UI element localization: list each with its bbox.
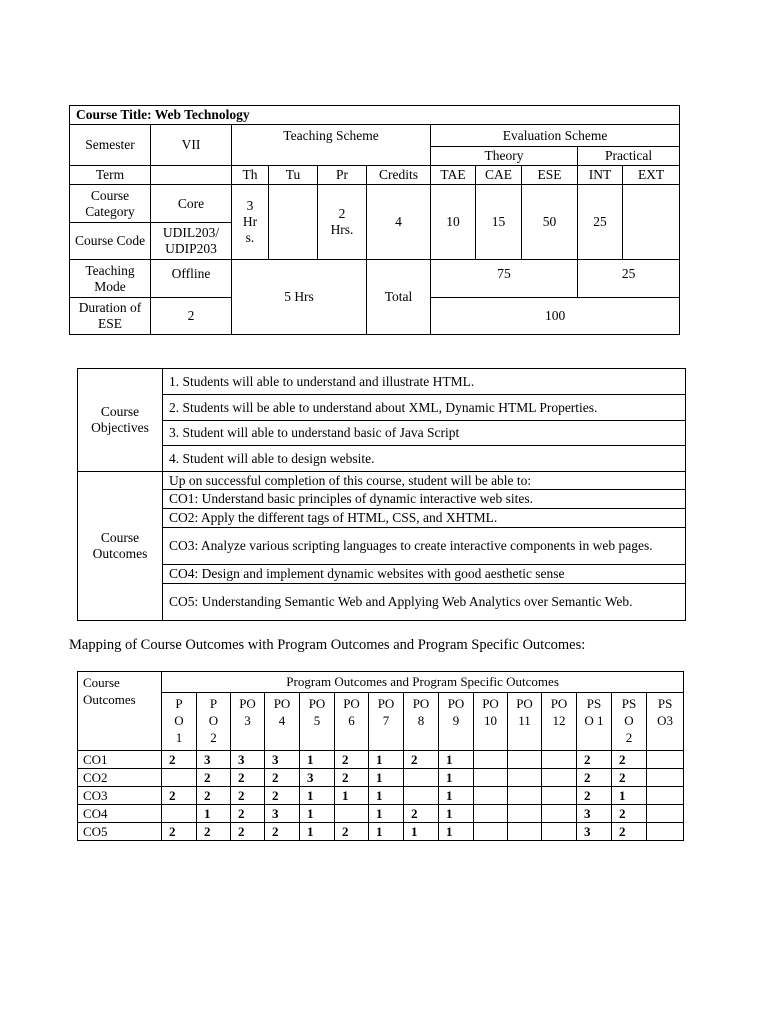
mapping-value-cell: 3 <box>265 751 300 769</box>
table-row <box>78 805 684 823</box>
mapping-header-cell: PS O 2 <box>612 693 647 751</box>
outcome-item: CO3: Analyze various scripting languages to create interactive components in web pages. <box>163 528 686 565</box>
mapping-value-cell: 2 <box>162 751 197 769</box>
credits-header: Credits <box>367 166 431 185</box>
ese-header: ESE <box>522 166 578 185</box>
mapping-value-cell: 2 <box>162 823 197 841</box>
mapping-value-cell <box>508 805 542 823</box>
mapping-value-cell <box>508 823 542 841</box>
mapping-value-cell <box>647 751 684 769</box>
objective-item: 3. Student will able to understand basic of Java Script <box>163 421 686 446</box>
mapping-value-cell: 1 <box>404 823 439 841</box>
mapping-value-cell: 3 <box>197 751 231 769</box>
mapping-value-cell: 2 <box>265 823 300 841</box>
pr-header: Pr <box>318 166 367 185</box>
mapping-value-cell: 2 <box>265 769 300 787</box>
tae-header: TAE <box>431 166 476 185</box>
mapping-value-cell: 1 <box>439 751 474 769</box>
grand-total: 100 <box>431 298 680 335</box>
mapping-value-cell: 3 <box>577 805 612 823</box>
total-label: Total <box>367 260 431 335</box>
mapping-header-cell: P O 2 <box>197 693 231 751</box>
ext-header: EXT <box>623 166 680 185</box>
mapping-value-cell: 1 <box>369 769 404 787</box>
code-label: Course Code <box>70 223 151 260</box>
credits-value: 4 <box>367 185 431 260</box>
table-row <box>78 769 684 787</box>
mapping-value-cell: 2 <box>197 787 231 805</box>
outcome-item: CO2: Apply the different tags of HTML, CSS, and XHTML. <box>163 509 686 528</box>
mapping-value-cell <box>335 805 369 823</box>
mapping-value-cell: 2 <box>577 787 612 805</box>
mapping-value-cell <box>474 787 508 805</box>
mapping-value-cell: 2 <box>612 769 647 787</box>
mapping-value-cell: 3 <box>577 823 612 841</box>
objectives-outcomes-table <box>77 368 686 621</box>
mapping-value-cell <box>404 787 439 805</box>
mapping-header-cell: PO 6 <box>335 693 369 751</box>
th-header: Th <box>232 166 269 185</box>
course-scheme-table <box>69 105 680 335</box>
mapping-value-cell: 1 <box>439 787 474 805</box>
int-value: 25 <box>578 185 623 260</box>
int-header: INT <box>578 166 623 185</box>
mapping-value-cell <box>474 805 508 823</box>
table-row <box>78 823 684 841</box>
mapping-value-cell: 2 <box>404 751 439 769</box>
mapping-value-cell <box>647 769 684 787</box>
mapping-value-cell: 1 <box>439 769 474 787</box>
tu-value <box>269 185 318 260</box>
mapping-value-cell <box>162 769 197 787</box>
semester-value: VII <box>151 125 232 166</box>
mapping-value-cell: 3 <box>231 751 265 769</box>
mapping-value-cell <box>474 823 508 841</box>
evaluation-scheme-header: Evaluation Scheme <box>431 125 680 147</box>
mapping-value-cell: 1 <box>369 751 404 769</box>
category-value: Core <box>151 185 232 223</box>
mapping-value-cell: 2 <box>197 823 231 841</box>
term-label: Term <box>70 166 151 185</box>
mapping-value-cell: 2 <box>231 787 265 805</box>
pr-hours: 2 Hrs. <box>318 185 367 260</box>
cae-value: 15 <box>476 185 522 260</box>
table-row <box>78 751 684 769</box>
objective-item: 2. Students will be able to understand about XML, Dynamic HTML Properties. <box>163 395 686 421</box>
theory-header: Theory <box>431 147 578 166</box>
theory-total: 75 <box>431 260 578 298</box>
mapping-value-cell: 3 <box>300 769 335 787</box>
mapping-value-cell: 3 <box>265 805 300 823</box>
mapping-value-cell <box>508 751 542 769</box>
mapping-value-cell <box>542 805 577 823</box>
mapping-value-cell: 2 <box>231 823 265 841</box>
mode-label: Teaching Mode <box>70 260 151 298</box>
mapping-value-cell: 2 <box>231 769 265 787</box>
mapping-header-cell: PO 11 <box>508 693 542 751</box>
semester-label: Semester <box>70 125 151 166</box>
ext-value <box>623 185 680 260</box>
mapping-header-cell: PO 7 <box>369 693 404 751</box>
mapping-header-cell: PS O 1 <box>577 693 612 751</box>
mapping-value-cell: 2 <box>231 805 265 823</box>
mapping-value-cell: 1 <box>300 751 335 769</box>
mapping-value-cell: 2 <box>335 769 369 787</box>
teaching-scheme-header: Teaching Scheme <box>232 125 431 166</box>
mapping-value-cell <box>508 787 542 805</box>
mapping-header-cell: PO 8 <box>404 693 439 751</box>
mapping-value-cell: 1 <box>300 787 335 805</box>
mapping-header-cell: PO 10 <box>474 693 508 751</box>
term-value <box>151 166 232 185</box>
course-outcome-id: CO2 <box>78 769 162 787</box>
mapping-value-cell <box>647 805 684 823</box>
practical-header: Practical <box>578 147 680 166</box>
mapping-value-cell <box>647 787 684 805</box>
mapping-value-cell: 1 <box>369 805 404 823</box>
mapping-value-cell <box>162 805 197 823</box>
duration-value: 2 <box>151 298 232 335</box>
mapping-value-cell: 1 <box>369 823 404 841</box>
code-value: UDIL203/ UDIP203 <box>151 223 232 260</box>
mapping-value-cell: 2 <box>612 823 647 841</box>
course-title: Course Title: Web Technology <box>70 106 680 125</box>
mapping-corner-label: Course Outcomes <box>78 672 162 751</box>
mapping-value-cell: 1 <box>300 823 335 841</box>
mapping-value-cell <box>474 769 508 787</box>
mapping-value-cell <box>542 823 577 841</box>
mapping-value-cell: 2 <box>612 751 647 769</box>
outcome-item: CO4: Design and implement dynamic websites with good aesthetic sense <box>163 565 686 584</box>
mapping-value-cell: 2 <box>162 787 197 805</box>
mapping-value-cell: 2 <box>335 823 369 841</box>
mapping-header-cell: PS O3 <box>647 693 684 751</box>
practical-total: 25 <box>578 260 680 298</box>
mapping-value-cell: 2 <box>335 751 369 769</box>
table-row <box>78 787 684 805</box>
mapping-value-cell: 2 <box>577 751 612 769</box>
course-outcome-id: CO1 <box>78 751 162 769</box>
mapping-value-cell: 2 <box>265 787 300 805</box>
category-label: Course Category <box>70 185 151 223</box>
mapping-value-cell <box>542 751 577 769</box>
hours-total: 5 Hrs <box>232 260 367 335</box>
duration-label: Duration of ESE <box>70 298 151 335</box>
mapping-value-cell: 1 <box>335 787 369 805</box>
mapping-value-cell: 1 <box>300 805 335 823</box>
mapping-value-cell <box>474 751 508 769</box>
mapping-value-cell <box>542 769 577 787</box>
mapping-header-cell: PO 5 <box>300 693 335 751</box>
tae-value: 10 <box>431 185 476 260</box>
mapping-group-header: Program Outcomes and Program Specific Outcomes <box>162 672 684 693</box>
mapping-header-cell: PO 12 <box>542 693 577 751</box>
mapping-value-cell <box>508 769 542 787</box>
mapping-value-cell: 1 <box>439 823 474 841</box>
mapping-value-cell <box>542 787 577 805</box>
cae-header: CAE <box>476 166 522 185</box>
mapping-value-cell: 2 <box>577 769 612 787</box>
mapping-table <box>77 671 684 841</box>
tu-header: Tu <box>269 166 318 185</box>
course-outcome-id: CO3 <box>78 787 162 805</box>
ese-value: 50 <box>522 185 578 260</box>
course-outcome-id: CO4 <box>78 805 162 823</box>
th-hours: 3 Hr s. <box>232 185 269 260</box>
outcomes-label: Course Outcomes <box>78 472 163 621</box>
mapping-value-cell: 1 <box>369 787 404 805</box>
mapping-caption: Mapping of Course Outcomes with Program Outcomes and Program Specific Outcomes: <box>69 637 586 653</box>
objective-item: 1. Students will able to understand and illustrate HTML. <box>163 369 686 395</box>
mapping-value-cell: 2 <box>404 805 439 823</box>
mapping-value-cell: 1 <box>197 805 231 823</box>
outcome-item: CO1: Understand basic principles of dynamic interactive web sites. <box>163 490 686 509</box>
mapping-header-cell: PO 9 <box>439 693 474 751</box>
objectives-label: Course Objectives <box>78 369 163 472</box>
outcome-item: Up on successful completion of this course, student will be able to: <box>163 472 686 490</box>
outcome-item: CO5: Understanding Semantic Web and Applying Web Analytics over Semantic Web. <box>163 584 686 621</box>
mode-value: Offline <box>151 260 232 298</box>
mapping-value-cell <box>404 769 439 787</box>
mapping-header-cell: PO 3 <box>231 693 265 751</box>
mapping-value-cell: 2 <box>197 769 231 787</box>
course-outcome-id: CO5 <box>78 823 162 841</box>
mapping-header-cell: PO 4 <box>265 693 300 751</box>
mapping-value-cell <box>647 823 684 841</box>
mapping-value-cell: 2 <box>612 805 647 823</box>
mapping-value-cell: 1 <box>439 805 474 823</box>
mapping-value-cell: 1 <box>612 787 647 805</box>
objective-item: 4. Student will able to design website. <box>163 446 686 472</box>
mapping-header-cell: P O 1 <box>162 693 197 751</box>
